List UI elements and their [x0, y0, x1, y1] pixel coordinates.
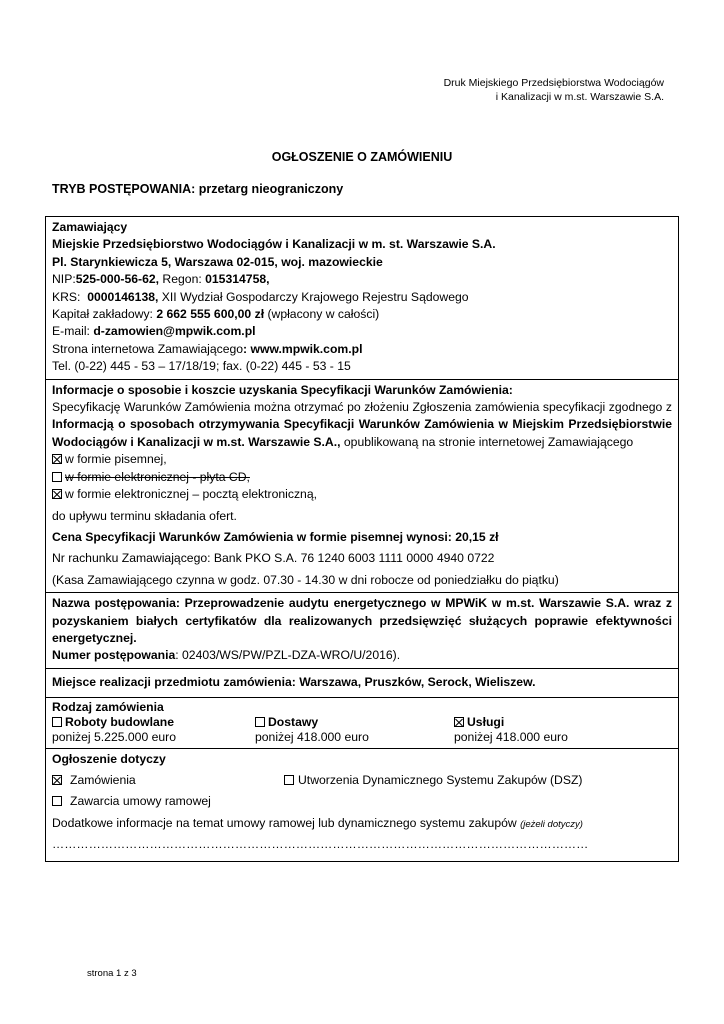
kind-works — [52, 715, 255, 745]
email-line — [52, 323, 672, 340]
nip-value: 525-000-56-62, — [75, 272, 160, 287]
extra-info-label: Dodatkowe informacje na temat umowy ramowej lub dynamicznego systemu zakupów — [52, 816, 521, 831]
document-header — [444, 77, 664, 104]
capital-label: Kapitał zakładowy: — [52, 307, 157, 322]
header-line-2: i Kanalizacji w m.st. Warszawie S.A. — [495, 90, 664, 103]
kind-supplies-limit: poniżej 418.000 euro — [255, 730, 369, 745]
checkbox-icon[interactable] — [52, 796, 62, 806]
kind-supplies — [255, 715, 454, 745]
concerns-order — [52, 772, 284, 789]
concerns-order-label: Zamówienia — [70, 773, 136, 788]
proceeding-number-line — [52, 647, 672, 664]
spec-text-bold: Informacją o sposobach otrzymywania Specyfikacji Warunków Zamówienia w Miejskim Przedsiębiorstwie Wodociągów i Kanalizacji w m.st. Warszawie S.A., — [52, 417, 672, 449]
regon-value: 015314758, — [205, 272, 270, 287]
spec-text-end: opublikowaną na stronie internetowej Zamawiającego — [340, 434, 634, 449]
bank-account: Nr rachunku Zamawiającego: Bank PKO S.A. 76 1240 6003 1111 0000 4940 0722 — [52, 551, 495, 566]
concerns-framework — [52, 793, 672, 810]
website-link[interactable]: : www.mpwik.com.pl — [243, 341, 363, 356]
proceeding-number-label: Numer postępowania — [52, 648, 176, 663]
krs-line — [52, 289, 672, 306]
section-order-kind — [46, 698, 679, 749]
spec-text-start: Specyfikację Warunków Zamówienia można otrzymać po złożeniu Zgłoszenia zamówienia specyfikacji zgodnego z — [52, 400, 672, 415]
extra-info-note: (jeżeli dotyczy) — [520, 819, 583, 831]
announcement-form — [45, 216, 679, 862]
header-line-1: Druk Miejskiego Przedsiębiorstwa Wodociągów — [443, 77, 664, 89]
option-email-label: w formie elektronicznej – pocztą elektroniczną, — [65, 487, 317, 502]
website-line — [52, 341, 672, 358]
spec-deadline: do upływu terminu składania ofert. — [52, 508, 237, 523]
section-place — [46, 668, 679, 697]
krs-label: KRS: — [52, 289, 88, 304]
option-email — [52, 486, 672, 503]
capital-value: 2 662 555 600,00 zł — [156, 307, 265, 322]
krs-value: 0000146138, — [87, 289, 159, 304]
option-written — [52, 451, 672, 468]
extra-info-dots: …………………………………………………………………………………………………………………… — [52, 837, 589, 852]
concerns-dsz-label: Utworzenia Dynamicznego Systemu Zakupów (DSZ) — [298, 773, 583, 788]
capital-note: (wpłacony w całości) — [264, 307, 380, 322]
kind-services — [454, 715, 654, 745]
option-cd — [52, 469, 672, 486]
email-link[interactable]: d-zamowien@mpwik.com.pl — [93, 324, 256, 339]
kind-services-label: Usługi — [467, 715, 505, 730]
page-number: strona 1 z 3 — [87, 968, 137, 979]
proceeding-name: Nazwa postępowania: Przeprowadzenie audytu energetycznego w MPWiK w m.st. Warszawie S.A. wraz z pozyskaniem białych certyfikatów dla realizowanych przedsięwzięć służących poprawie efektywności energetycznej. — [52, 596, 672, 645]
section-proceeding — [46, 593, 679, 669]
checked-checkbox-icon[interactable] — [52, 489, 62, 499]
proceeding-number: : 02403/WS/PW/PZL-DZA-WRO/U/2016). — [175, 648, 401, 663]
checked-checkbox-icon[interactable] — [454, 717, 464, 727]
nip-regon-line — [52, 271, 672, 288]
page-title: OGŁOSZENIE O ZAMÓWIENIU — [271, 150, 453, 164]
concerns-heading: Ogłoszenie dotyczy — [52, 752, 166, 767]
order-kind-heading: Rodzaj zamówienia — [52, 700, 164, 715]
spec-heading: Informacje o sposobie i koszcie uzyskania Specyfikacji Warunków Zamówienia: — [52, 382, 513, 397]
concerns-framework-label: Zawarcia umowy ramowej — [70, 794, 211, 809]
checked-checkbox-icon[interactable] — [52, 454, 62, 464]
option-written-label: w formie pisemnej, — [65, 452, 167, 467]
kind-works-limit: poniżej 5.225.000 euro — [52, 730, 177, 745]
krs-court: XII Wydział Gospodarczy Krajowego Rejestru Sądowego — [158, 289, 469, 304]
concerns-row-1 — [52, 772, 672, 789]
spec-paragraph — [52, 399, 672, 451]
nip-label: NIP: — [52, 272, 76, 287]
website-label: Strona internetowa Zamawiającego — [52, 341, 244, 356]
kind-services-limit: poniżej 418.000 euro — [454, 730, 568, 745]
procedure-mode: TRYB POSTĘPOWANIA: przetarg nieograniczony — [52, 182, 344, 196]
ordering-address: Pl. Starynkiewicza 5, Warszawa 02-015, woj. mazowieckie — [52, 254, 383, 269]
place-of-performance: Miejsce realizacji przedmiotu zamówienia: Warszawa, Pruszków, Serock, Wieliszew. — [52, 674, 536, 689]
concerns-extra-info — [52, 815, 672, 833]
option-cd-label: w formie elektronicznej - płyta CD, — [65, 469, 250, 484]
section-concerns — [46, 749, 679, 862]
ordering-heading: Zamawiający — [52, 220, 128, 234]
checkbox-icon[interactable] — [52, 717, 62, 727]
section-ordering-party — [46, 217, 679, 380]
checkbox-icon[interactable] — [255, 717, 265, 727]
order-kind-options — [52, 715, 672, 745]
capital-line — [52, 306, 672, 323]
regon-label: Regon: — [159, 272, 206, 287]
spec-price: Cena Specyfikacji Warunków Zamówienia w formie pisemnej wynosi: 20,15 zł — [52, 529, 499, 544]
email-label: E-mail: — [52, 324, 94, 339]
cashdesk-hours: (Kasa Zamawiającego czynna w godz. 07.30 - 14.30 w dni robocze od poniedziałku do piątku) — [52, 572, 559, 587]
concerns-dsz — [284, 772, 582, 789]
kind-works-label: Roboty budowlane — [65, 715, 175, 730]
checked-checkbox-icon[interactable] — [52, 775, 62, 785]
phone-fax-line: Tel. (0-22) 445 - 53 – 17/18/19; fax. (0-22) 445 - 53 - 15 — [52, 359, 351, 374]
section-specification — [46, 379, 679, 592]
ordering-name: Miejskie Przedsiębiorstwo Wodociągów i Kanalizacji w m. st. Warszawie S.A. — [52, 237, 496, 252]
checkbox-icon[interactable] — [284, 775, 294, 785]
checkbox-icon[interactable] — [52, 472, 62, 482]
kind-supplies-label: Dostawy — [268, 715, 319, 730]
